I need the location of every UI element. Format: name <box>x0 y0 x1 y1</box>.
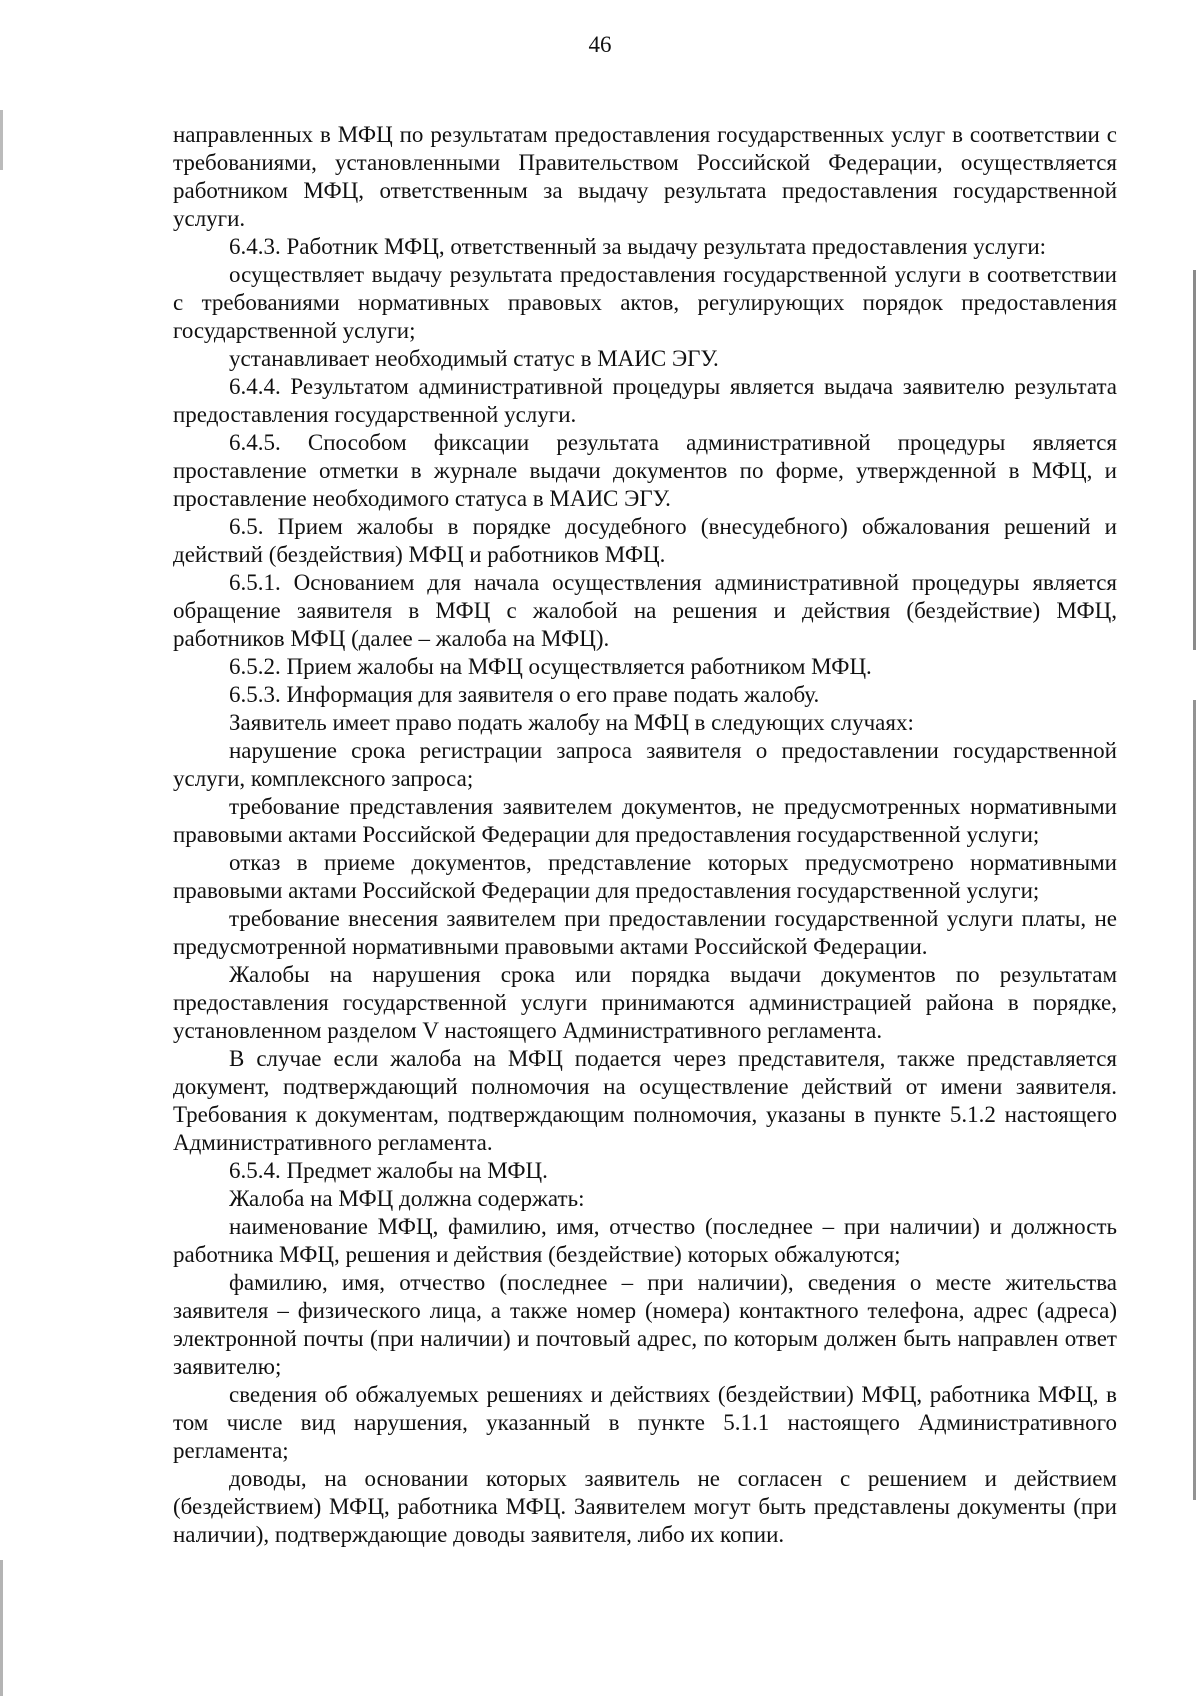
paragraph: наименование МФЦ, фамилию, имя, отчество (последнее – при наличии) и должность работника МФЦ, решения и действия (бездействие) которых обжалуются; <box>173 1214 1117 1267</box>
paragraph: 6.5.4. Предмет жалобы на МФЦ. <box>229 1158 548 1183</box>
paragraph: Жалобы на нарушения срока или порядка выдачи документов по результатам предоставления государственной услуги принимаются администрацией района в порядке, установленном разделом V настоящего Административного регламента. <box>173 962 1117 1043</box>
paragraph: 6.4.5. Способом фиксации результата административной процедуры является проставление отметки в журнале выдачи документов по форме, утвержденной в МФЦ, и проставление необходимого статуса в МАИС ЭГУ. <box>173 430 1117 511</box>
scan-edge-left <box>0 0 3 1696</box>
paragraph: нарушение срока регистрации запроса заявителя о предоставлении государственной услуги, комплексного запроса; <box>173 738 1117 791</box>
paragraph: 6.5.2. Прием жалобы на МФЦ осуществляется работником МФЦ. <box>229 654 872 679</box>
paragraph: 6.5.1. Основанием для начала осуществления административной процедуры является обращение заявителя в МФЦ с жалобой на решения и действия (бездействие) МФЦ, работников МФЦ (далее – жалоба на МФЦ). <box>173 570 1117 651</box>
paragraph: доводы, на основании которых заявитель не согласен с решением и действием (бездействием) МФЦ, работника МФЦ. Заявителем могут быть представлены документы (при наличии), подтверждающие доводы заявителя, либо их копии. <box>173 1466 1117 1547</box>
paragraph: сведения об обжалуемых решениях и действиях (бездействии) МФЦ, работника МФЦ, в том числе вид нарушения, указанный в пункте 5.1.1 настоящего Административного регламента; <box>173 1382 1117 1463</box>
page-number: 46 <box>588 32 612 57</box>
paragraph: Жалоба на МФЦ должна содержать: <box>229 1186 585 1211</box>
paragraph: 6.5. Прием жалобы в порядке досудебного (внесудебного) обжалования решений и действий (бездействия) МФЦ и работников МФЦ. <box>173 514 1117 567</box>
scan-edge-right <box>1193 0 1196 1696</box>
paragraph: устанавливает необходимый статус в МАИС ЭГУ. <box>229 346 719 371</box>
paragraph: требование внесения заявителем при предоставлении государственной услуги платы, не предусмотренной нормативными правовыми актами Российской Федерации. <box>173 906 1117 959</box>
paragraph: требование представления заявителем документов, не предусмотренных нормативными правовыми актами Российской Федерации для предоставления государственной услуги; <box>173 794 1117 847</box>
paragraph: 6.5.3. Информация для заявителя о его праве подать жалобу. <box>229 682 820 707</box>
paragraph: В случае если жалоба на МФЦ подается через представителя, также представляется документ, подтверждающий полномочия на осуществление действий от имени заявителя. Требования к документам, подтверждающим полномочия, указаны в пункте 5.1.2 настоящего Административного регламента. <box>173 1046 1117 1155</box>
paragraph: 6.4.3. Работник МФЦ, ответственный за выдачу результата предоставления услуги: <box>229 234 1047 259</box>
paragraph: Заявитель имеет право подать жалобу на МФЦ в следующих случаях: <box>229 710 914 735</box>
document-body <box>173 121 1117 1549</box>
paragraph: направленных в МФЦ по результатам предоставления государственных услуг в соответствии с требованиями, установленными Правительством Российской Федерации, осуществляется работником МФЦ, ответственным за выдачу результата предоставления государственной услуги. <box>173 122 1117 231</box>
paragraph: 6.4.4. Результатом административной процедуры является выдача заявителю результата предоставления государственной услуги. <box>173 374 1117 427</box>
paragraph: осуществляет выдачу результата предоставления государственной услуги в соответствии с требованиями нормативных правовых актов, регулирующих порядок предоставления государственной услуги; <box>173 262 1117 343</box>
paragraph: фамилию, имя, отчество (последнее – при наличии), сведения о месте жительства заявителя – физического лица, а также номер (номера) контактного телефона, адрес (адреса) электронной почты (при наличии) и почтовый адрес, по которым должен быть направлен ответ заявителю; <box>173 1270 1117 1379</box>
paragraph: отказ в приеме документов, представление которых предусмотрено нормативными правовыми актами Российской Федерации для предоставления государственной услуги; <box>173 850 1117 903</box>
